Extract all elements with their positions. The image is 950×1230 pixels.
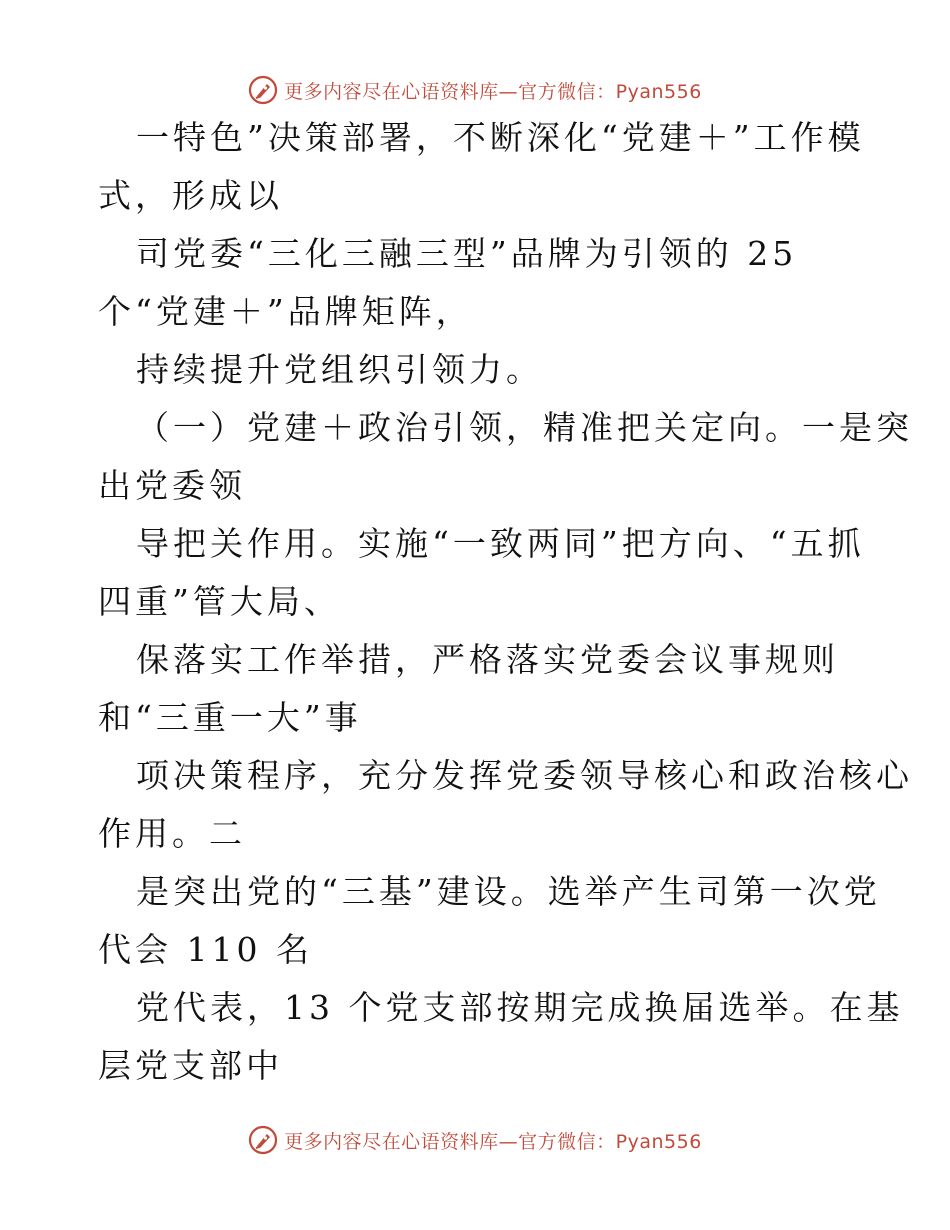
text-line: 党代表，13 个党支部按期完成换届选举。在基 <box>136 988 904 1027</box>
text-line: 保落实工作举措，严格落实党委会议事规则 <box>136 640 839 679</box>
text-line: 出党委领 <box>98 466 246 505</box>
watermark-text: 更多内容尽在心语资料库—官方微信：Pyan556 <box>284 1130 702 1153</box>
text-line: 层党支部中 <box>98 1046 283 1085</box>
text-line: 持续提升党组织引领力。 <box>136 350 543 389</box>
text-line: 一特色”决策部署，不断深化“党建＋”工作模 <box>136 118 865 157</box>
footer-watermark <box>0 1120 950 1160</box>
header-watermark <box>0 70 950 110</box>
text-line: 四重”管大局、 <box>98 582 341 621</box>
text-line: 作用。二 <box>98 814 246 853</box>
text-line: 和“三重一大”事 <box>98 698 362 737</box>
text-line: 项决策程序，充分发挥党委领导核心和政治核心 <box>136 756 913 795</box>
pen-nib-logo-icon <box>248 75 278 105</box>
text-line: （一）党建＋政治引领，精准把关定向。一是突 <box>136 408 913 447</box>
text-line: 式，形成以 <box>98 176 283 215</box>
watermark-text: 更多内容尽在心语资料库—官方微信：Pyan556 <box>284 80 702 103</box>
text-line: 个“党建＋”品牌矩阵， <box>98 292 473 331</box>
pen-nib-logo-icon <box>248 1125 278 1155</box>
text-line: 是突出党的“三基”建设。选举产生司第一次党 <box>136 872 881 911</box>
text-line: 司党委“三化三融三型”品牌为引领的 25 <box>136 234 798 273</box>
text-line: 代会 110 名 <box>98 930 313 969</box>
text-line: 导把关作用。实施“一致两同”把方向、“五抓 <box>136 524 865 563</box>
